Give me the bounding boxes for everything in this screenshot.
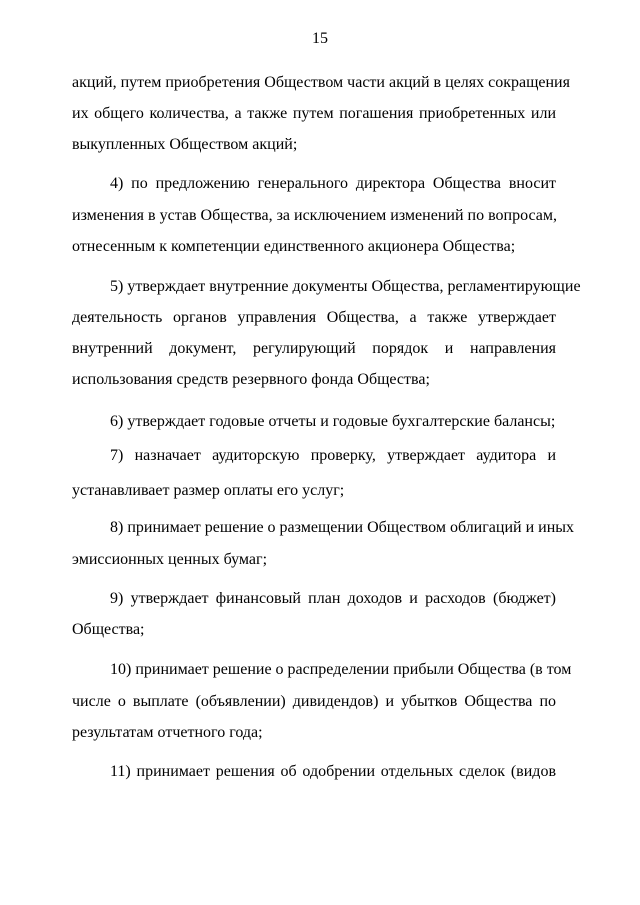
text-line: изменения в устав Общества, за исключением изменений по вопросам, (72, 207, 557, 224)
text-line: эмиссионных ценных бумаг; (72, 551, 268, 568)
text-line: числе о выплате (объявлении) дивидендов) и убытков Общества по (72, 693, 556, 710)
text-line: 4) по предложению генерального директора Общества вносит (110, 175, 556, 192)
text-line: 6) утверждает годовые отчеты и годовые бухгалтерские балансы; (110, 413, 556, 430)
text-line: устанавливает размер оплаты его услуг; (72, 482, 345, 499)
text-line: деятельность органов управления Общества, а также утверждает (72, 309, 556, 326)
text-line: их общего количества, а также путем погашения приобретенных или (72, 105, 556, 122)
text-line: Общества; (72, 621, 145, 638)
text-line: 5) утверждает внутренние документы Общества, регламентирующие (110, 278, 581, 295)
text-line: 11) принимает решения об одобрении отдельных сделок (видов (110, 763, 556, 780)
text-line: 9) утверждает финансовый план доходов и расходов (бюджет) (110, 590, 556, 607)
page-number: 15 (312, 30, 328, 47)
text-line: результатам отчетного года; (72, 724, 263, 741)
text-line: 8) принимает решение о размещении Обществом облигаций и иных (110, 519, 575, 536)
text-line: 10) принимает решение о распределении прибыли Общества (в том (110, 661, 572, 678)
text-line: внутренний документ, регулирующий порядок и направления (72, 340, 556, 357)
text-line: акций, путем приобретения Обществом части акций в целях сокращения (72, 74, 570, 91)
text-line: отнесенным к компетенции единственного акционера Общества; (72, 238, 516, 255)
text-line: использования средств резервного фонда Общества; (72, 371, 430, 388)
text-line: 7) назначает аудиторскую проверку, утверждает аудитора и (110, 447, 556, 464)
text-line: выкупленных Обществом акций; (72, 136, 298, 153)
